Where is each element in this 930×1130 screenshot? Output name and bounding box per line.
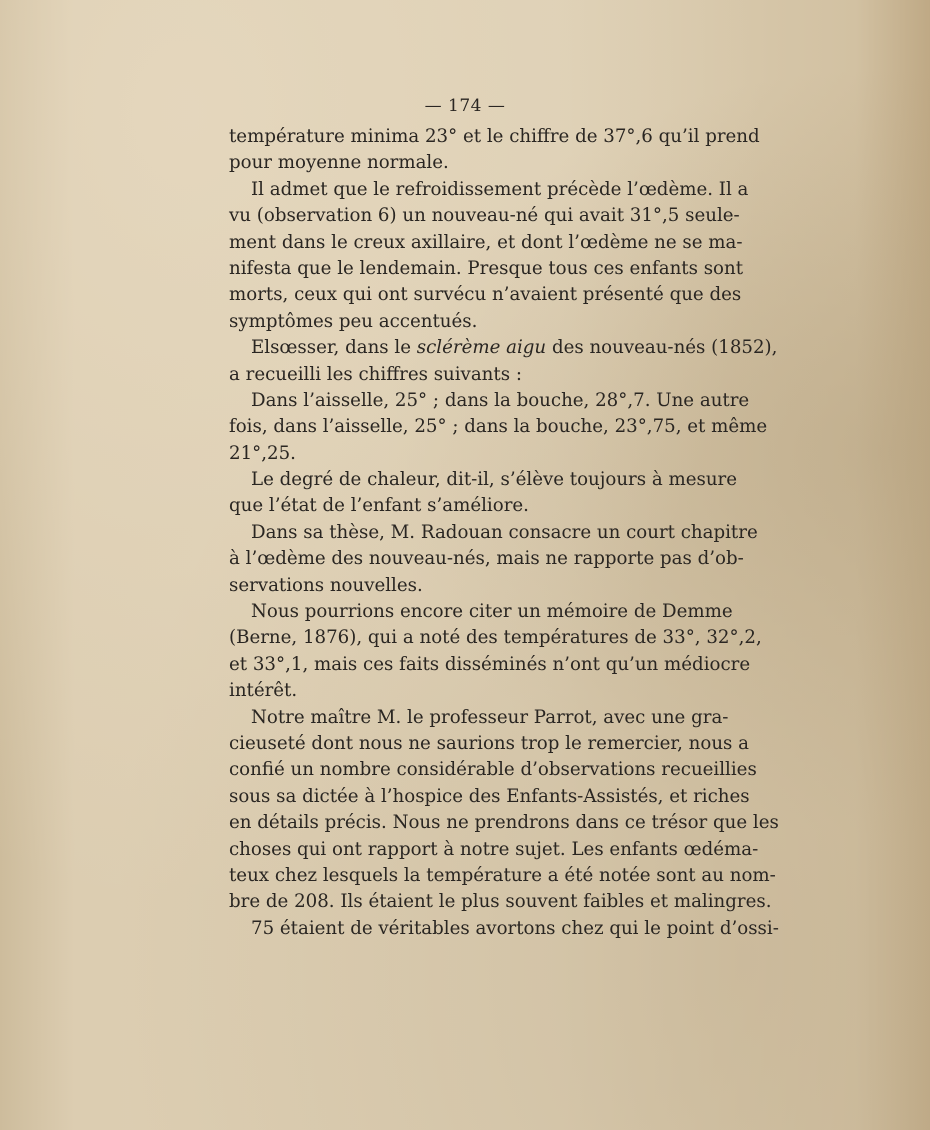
text-line: bre de 208. Ils étaient le plus souvent faibles et malingres.: [229, 891, 772, 913]
text-line: vu (observation 6) un nouveau-né qui avait 31°,5 seule-: [229, 205, 740, 227]
text-line: 21°,25.: [229, 442, 296, 464]
text-line: choses qui ont rapport à notre sujet. Les enfants œdéma-: [229, 838, 759, 860]
text-line: 75 étaient de véritables avortons chez qui le point d’ossi-: [251, 917, 779, 939]
text-line: que l’état de l’enfant s’améliore.: [229, 495, 529, 517]
text-line: [229, 335, 778, 361]
text-line: intérêt.: [229, 680, 298, 702]
text-line: pour moyenne normale.: [229, 152, 449, 174]
text-line: servations nouvelles.: [229, 574, 423, 596]
text-line: cieuseté dont nous ne saurions trop le remercier, nous a: [229, 732, 750, 754]
body-text: [229, 124, 779, 942]
text-line: morts, ceux qui ont survécu n’avaient présenté que des: [229, 284, 742, 306]
text-line: symptômes peu accentués.: [229, 310, 478, 332]
text-line: Nous pourrions encore citer un mémoire de Demme: [251, 601, 733, 623]
text-line: Dans sa thèse, M. Radouan consacre un court chapitre: [251, 521, 758, 543]
text-line: confié un nombre considérable d’observations recueillies: [229, 759, 757, 781]
text-line: Il admet que le refroidissement précède l’œdème. Il a: [251, 178, 749, 200]
text-line: sous sa dictée à l’hospice des Enfants-Assistés, et riches: [229, 785, 750, 807]
text-line: ment dans le creux axillaire, et dont l’œdème ne se ma-: [229, 231, 743, 253]
text-line: Le degré de chaleur, dit-il, s’élève toujours à mesure: [251, 469, 737, 491]
text-segment: Elsœsser, dans le: [251, 337, 417, 359]
text-line: température minima 23° et le chiffre de 37°,6 qu’il prend: [229, 126, 760, 147]
text-line: a recueilli les chiffres suivants :: [229, 363, 522, 385]
italic-term: sclérème aigu: [416, 337, 547, 359]
text-line: et 33°,1, mais ces faits disséminés n’ont qu’un médiocre: [229, 653, 751, 675]
text-line: (Berne, 1876), qui a noté des températures de 33°, 32°,2,: [229, 627, 762, 649]
page-number: — 174 —: [424, 96, 506, 116]
text-line: en détails précis. Nous ne prendrons dans ce trésor que les: [229, 812, 779, 834]
text-line: teux chez lesquels la température a été notée sont au nom-: [229, 864, 776, 886]
text-line: Notre maître M. le professeur Parrot, avec une gra-: [251, 706, 729, 728]
text-line: nifesta que le lendemain. Presque tous ces enfants sont: [229, 257, 744, 279]
text-segment: des nouveau-nés (1852),: [546, 337, 778, 359]
text-line: Dans l’aisselle, 25° ; dans la bouche, 28°,7. Une autre: [251, 389, 750, 411]
text-line: à l’œdème des nouveau-nés, mais ne rapporte pas d’ob-: [229, 548, 744, 570]
text-line: fois, dans l’aisselle, 25° ; dans la bouche, 23°,75, et même: [229, 416, 768, 438]
